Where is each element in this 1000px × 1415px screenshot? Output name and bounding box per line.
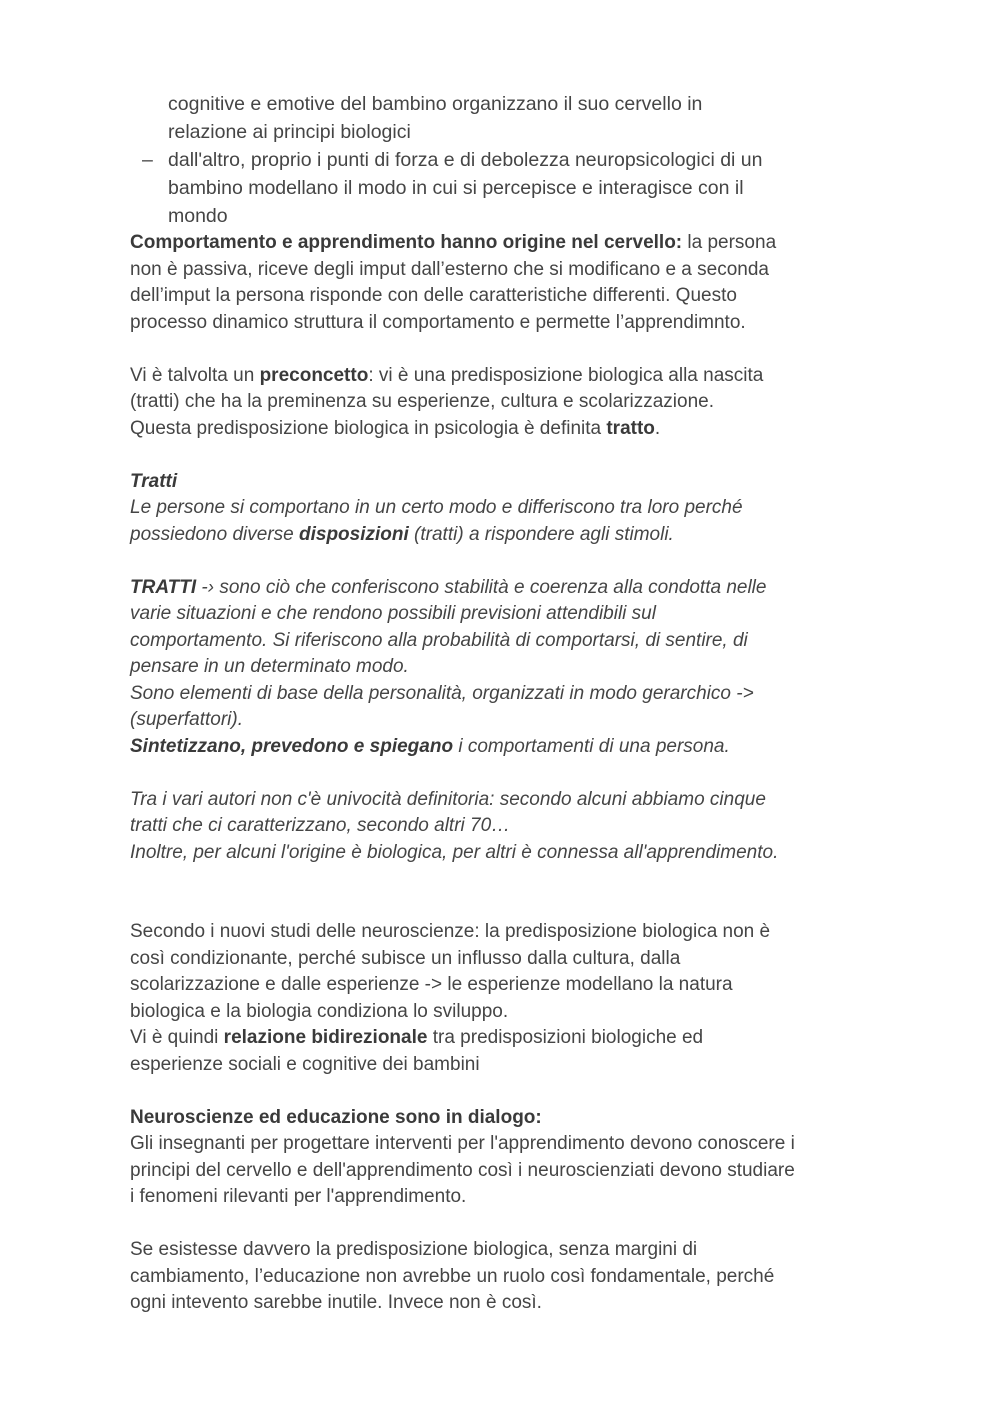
paragraph-tratti-definizione: TRATTI -› sono ciò che conferiscono stabilità e coerenza alla condotta nelle varie situazioni e che rendono possibili previsioni attendibili sul comportamento. Si riferiscono alla probabilità di comportarsi, di sentire, di pensare in un determinato modo. Sono elementi di base della personalità, organizzati in modo gerarchico -> (superfattori). Sintetizzano, prevedono e spiegano i comportamenti di una persona. (130, 576, 767, 757)
bold-lead: Comportamento e apprendimento hanno origine nel cervello: (130, 232, 683, 253)
bold-lead: TRATTI (130, 576, 197, 598)
paragraph-dialogo: Neuroscienze ed educazione sono in dialogo: Gli insegnanti per progettare interventi per l'apprendimento devono conoscere i principi del cervello e dell'apprendimento così i neuroscienziati devono studiare i fenomeni rilevanti per l'apprendimento. (130, 1106, 795, 1207)
text-line: relazione ai principi biologici (168, 121, 411, 143)
section-heading: Neuroscienze ed educazione sono in dialogo: (130, 1106, 542, 1128)
bold-term: relazione bidirezionale (223, 1027, 428, 1048)
paragraph-autori: Tra i vari autori non c'è univocità definitoria: secondo alcuni abbiamo cinque tratti che ci caratterizzano, secondo altri 70… Inoltre, per alcuni l'origine è biologica, per altri è connessa all'apprendimento. (130, 788, 779, 863)
text-line: mondo (168, 205, 228, 227)
dash-bullet: – (142, 149, 153, 171)
bold-term: preconcetto (259, 364, 369, 386)
bold-term: disposizioni (299, 523, 409, 545)
list-item-continued (130, 90, 875, 146)
document-page (130, 90, 875, 1317)
bold-term: tratto (606, 417, 655, 439)
bold-term: Sintetizzano, prevedono e spiegano (130, 735, 454, 757)
paragraph-preconcetto: Vi è talvolta un preconcetto: vi è una predisposizione biologica alla nascita (tratti) che ha la preminenza su esperienze, cultura e scolarizzazione. Questa predisposizione biologica in psicologia è definita tratto. (130, 364, 764, 439)
list-item (130, 146, 875, 230)
text-line: bambino modellano il modo in cui si percepisce e interagisce con il (168, 177, 744, 199)
paragraph-tratti: Tratti Le persone si comportano in un certo modo e differiscono tra loro perché possiedono diverse disposizioni (tratti) a rispondere agli stimoli. (130, 470, 743, 545)
paragraph-neuroscienze: Secondo i nuovi studi delle neuroscienze: la predisposizione biologica non è così condizionante, perché subisce un influsso dalla cultura, dalla scolarizzazione e dalle esperienze -> le esperienze modellano la natura biologica e la biologia condiziona lo sviluppo. Vi è quindi relazione bidirezionale tra predisposizioni biologiche ed esperienze sociali e cognitive dei bambini (130, 921, 771, 1075)
paragraph-comportamento: Comportamento e apprendimento hanno origine nel cervello: la persona non è passiva, riceve degli imput dall’esterno che si modificano e a seconda dell’imput la persona risponde con delle caratteristiche differenti. Questo processo dinamico struttura il comportamento e permette l’apprendimnto. (130, 232, 777, 333)
text-line: cognitive e emotive del bambino organizzano il suo cervello in (168, 93, 703, 115)
section-heading: Tratti (130, 470, 178, 492)
text-line: dall'altro, proprio i punti di forza e di debolezza neuropsicologici di un (168, 149, 763, 171)
paragraph-finale: Se esistesse davvero la predisposizione biologica, senza margini di cambiamento, l’educazione non avrebbe un ruolo così fondamentale, perché ogni intevento sarebbe inutile. Invece non è così. (130, 1239, 775, 1313)
